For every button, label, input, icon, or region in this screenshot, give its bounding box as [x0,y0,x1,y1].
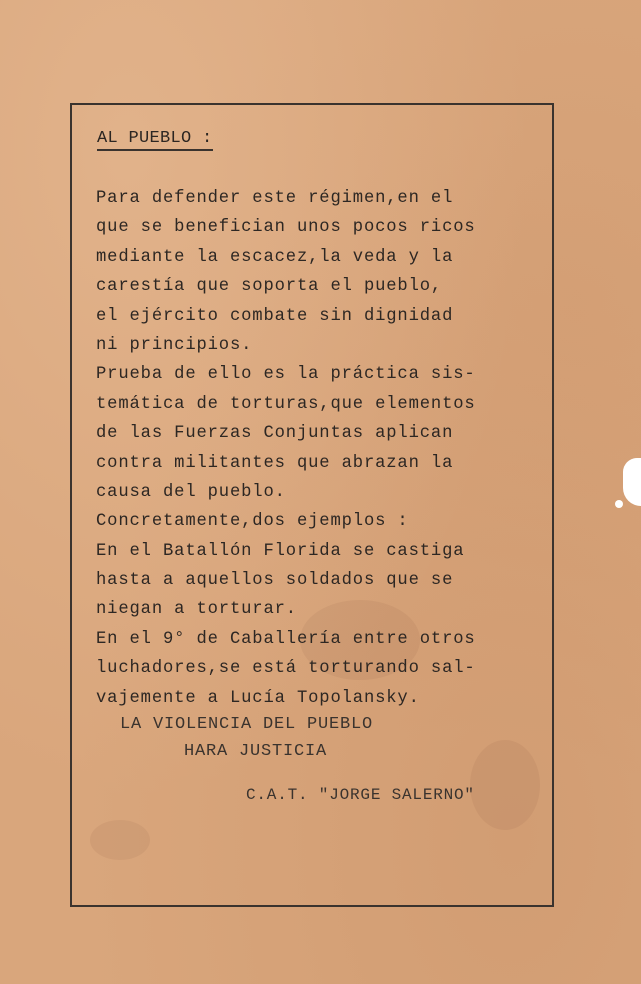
leaflet-body [96,184,536,713]
heading-text: AL PUEBLO : [97,129,213,151]
body-line: ni principios. [96,335,253,355]
body-line: hasta a aquellos soldados que se [96,571,454,591]
body-line: luchadores,se está torturando sal- [96,659,476,679]
body-line: de las Fuerzas Conjuntas aplican [96,424,454,444]
body-line: contra militantes que abrazan la [96,453,454,473]
body-line: En el 9° de Caballería entre otros [96,629,476,649]
paper-hole [615,500,623,508]
body-line: Prueba de ello es la práctica sis- [96,365,476,385]
slogan-line-2: HARA JUSTICIA [184,742,328,761]
body-line: niegan a torturar. [96,600,297,620]
leaflet-heading [97,129,213,148]
body-line: que se benefician unos pocos ricos [96,218,476,238]
body-line: En el Batallón Florida se castiga [96,541,465,561]
body-line: carestía que soporta el pueblo, [96,277,443,297]
body-line: mediante la escacez,la veda y la [96,247,454,267]
body-line: Concretamente,dos ejemplos : [96,512,409,532]
body-line: temática de torturas,que elementos [96,394,476,414]
body-line: Para defender este régimen,en el [96,189,454,208]
slogan-line-1: LA VIOLENCIA DEL PUEBLO [120,715,374,734]
paper-torn-edge [623,458,641,506]
body-line: causa del pueblo. [96,482,286,502]
body-line: vajemente a Lucía Topolansky. [96,688,420,708]
body-line: el ejército combate sin dignidad [96,306,454,326]
signature: C.A.T. "JORGE SALERNO" [246,786,475,804]
